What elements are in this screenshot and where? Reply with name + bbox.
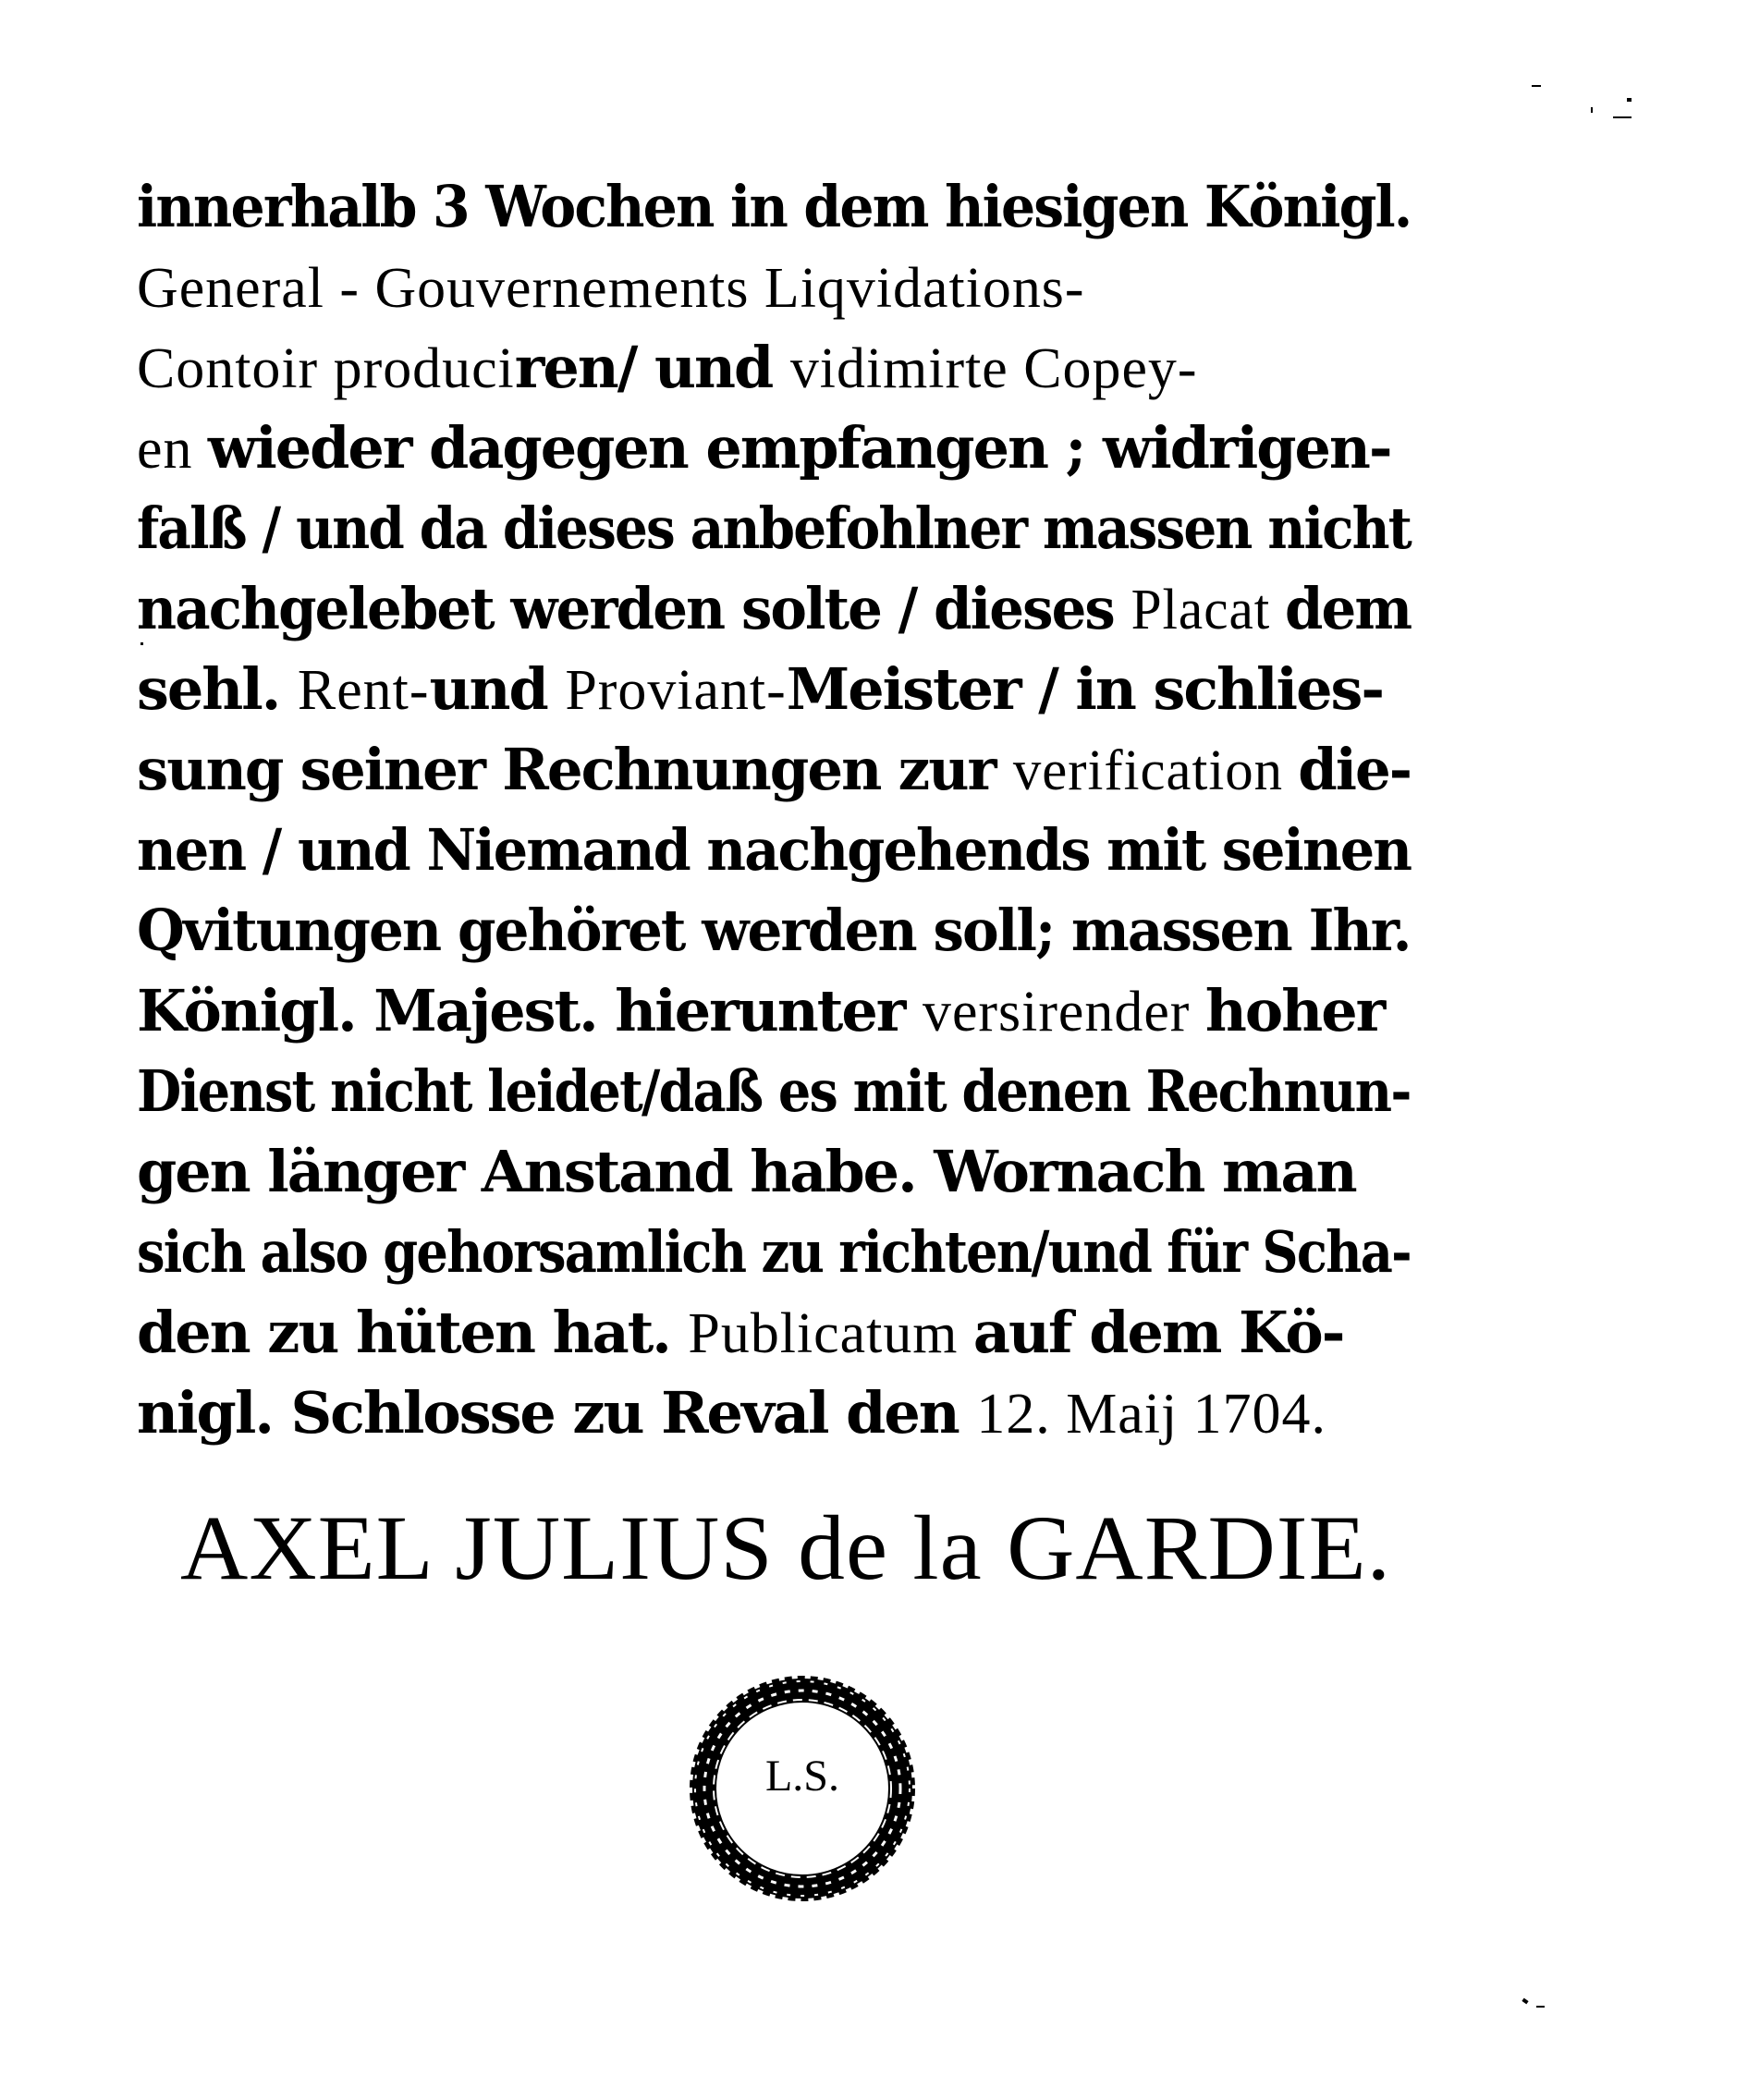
text-line [137, 1292, 1411, 1373]
text-line [137, 247, 1411, 327]
blackletter-text-segment: nen / und Niemand nachgehends mit seinen [137, 816, 1412, 884]
text-line [137, 327, 1411, 408]
blackletter-text-segment: gen länger Anstand habe. Wornach man [137, 1138, 1356, 1205]
scan-speck [141, 642, 143, 645]
scan-speck [1522, 1998, 1528, 2005]
blackletter-text-segment: sich also gehorsamlich zu richten/und für Scha- [137, 1218, 1411, 1286]
scan-speck [1591, 107, 1593, 113]
blackletter-text-segment: sung seiner Rechnungen zur [137, 736, 1013, 803]
blackletter-text-segment: Dienst nicht leidet/daß es mit denen Rechnun- [137, 1057, 1411, 1125]
blackletter-text-segment: und [429, 655, 566, 723]
blackletter-text-segment: auf dem Kö- [972, 1299, 1344, 1366]
roman-text-segment: Placat [1131, 579, 1285, 641]
text-line [137, 568, 1412, 649]
text-line [137, 649, 1411, 729]
blackletter-text-segment: Königl. Majest. hierunter [137, 977, 923, 1044]
text-line [137, 166, 1412, 247]
roman-text-segment: General - Gouvernements Liqvidations- [137, 257, 1085, 320]
roman-text-segment: vidimirte Copey- [789, 337, 1198, 400]
blackletter-text-segment: die- [1298, 736, 1412, 803]
text-line [137, 1051, 1411, 1131]
text-line [137, 890, 1411, 971]
text-line [137, 729, 1412, 810]
roman-text-segment: en [137, 418, 208, 481]
text-line [137, 1373, 1411, 1453]
scan-speck [1536, 2006, 1545, 2008]
text-line [137, 488, 1411, 568]
blackletter-text-segment: innerhalb 3 Wochen in dem hiesigen Königl. [137, 173, 1412, 240]
blackletter-text-segment: wieder dagegen empfangen ; widrigen- [207, 414, 1391, 482]
roman-text-segment: Rent- [297, 659, 430, 722]
seal-label: L.S. [764, 1751, 839, 1801]
roman-text-segment: versirender [922, 981, 1205, 1044]
text-line [137, 971, 1411, 1051]
text-line [137, 810, 1412, 890]
roman-text-segment: Publicatum [688, 1302, 973, 1365]
roman-text-segment: Proviant- [565, 659, 787, 722]
blackletter-text-segment: hoher [1204, 977, 1385, 1044]
scan-speck [1532, 85, 1539, 87]
blackletter-text-segment: nachgelebet werden solte / dieses [137, 575, 1131, 642]
roman-text-segment: verification [1012, 739, 1299, 802]
blackletter-text-segment: Meister / in schlies- [786, 655, 1384, 723]
text-line [137, 408, 1411, 488]
scan-speck [1627, 98, 1632, 102]
blackletter-text-segment: nigl. Schlosse zu Reval den [137, 1379, 977, 1447]
blackletter-text-segment: dem [1284, 575, 1412, 642]
blackletter-text-segment: Qvitungen gehöret werden soll; massen Ihr. [137, 897, 1411, 964]
roman-text-segment: 12. Maij 1704. [976, 1383, 1326, 1446]
text-line [137, 1212, 1411, 1292]
seal [687, 1673, 918, 1904]
blackletter-text-segment: sehl. [137, 655, 298, 723]
blackletter-text-segment: falß / und da dieses anbefohlner massen nicht [137, 494, 1411, 562]
text-line [137, 1131, 1411, 1212]
scan-speck [1613, 116, 1632, 118]
signature: AXEL JULIUS de la GARDIE. [180, 1496, 1391, 1599]
roman-text-segment: Contoir produci [137, 337, 515, 400]
blackletter-text-segment: ren/ und [514, 334, 790, 401]
blackletter-text-segment: den zu hüten hat. [137, 1299, 689, 1366]
